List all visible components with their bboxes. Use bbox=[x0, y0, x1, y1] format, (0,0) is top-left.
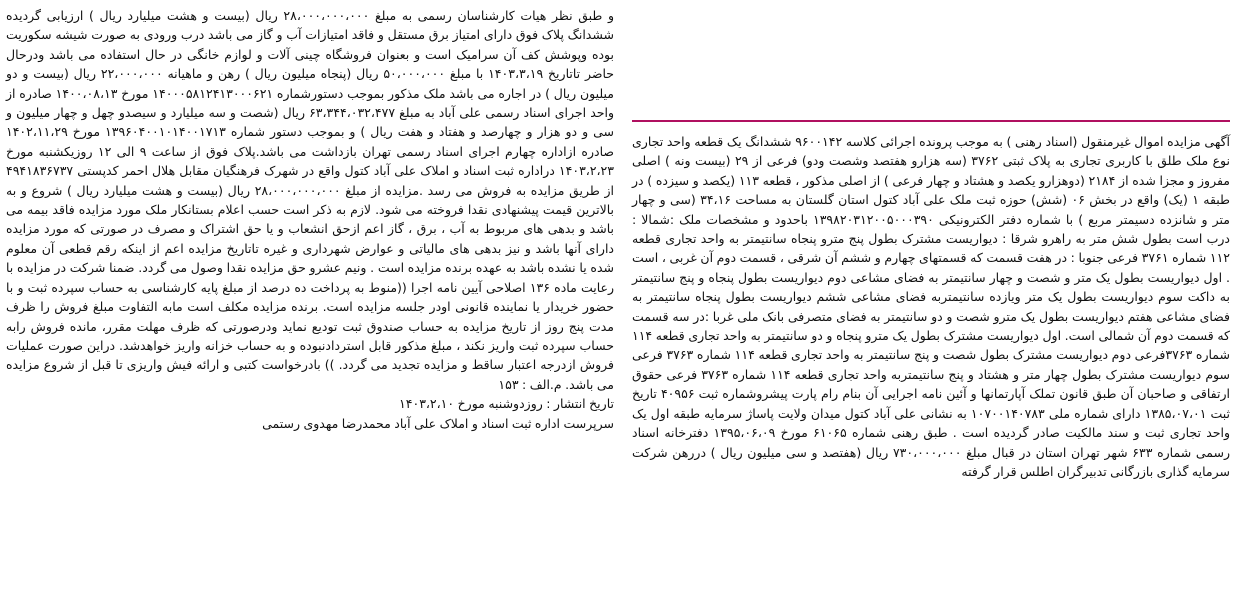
section-divider-line bbox=[632, 120, 1230, 122]
auction-terms-paragraph: و طبق نظر هیات کارشناسان رسمی به مبلغ ۲۸،۰۰۰،۰۰۰،۰۰۰ ریال (بیست و هشت میلیارد ریال ) ارزیابی گردیده ششدانگ پلاک فوق دارای امتیاز برق مستقل و فاقد امتیازات آب و گاز می باشد درب ورودی به صورت شیشه سکوریت بوده وپوشش کف آن سرامیک است و بعنوان فروشگاه چینی آلات و لوازم خانگی در حال استفاده می باشد ودرحال حاضر تاتاریخ ۱۴۰۳،۳،۱۹ با مبلغ ۵۰،۰۰۰،۰۰۰ ریال (پنجاه میلیون ریال ) رهن و ماهیانه ۲۲،۰۰۰،۰۰۰ ریال (بیست و دو میلیون ریال ) در اجاره می باشد ملک مذکور بموجب دستورشماره ۱۴۰۰۰۵۸۱۲۴۱۳۰۰۰۶۲۱ مورخ ۱۴۰۰،۰۸،۱۳ صادره از واحد اجرای اسناد رسمی علی آباد به مبلغ ۶۳،۳۴۴،۰۳۲،۴۷۷ ریال (شصت و سه میلیارد و سیصدو چهل و چهار میلیون و سی و دو هزار و چهارصد و هفتاد و هفت ریال ) و بموجب دستور شماره ۱۳۹۶۰۴۰۰۱۰۱۴۰۰۱۷۱۳ مورخ ۱۴۰۲،۱۱،۲۹ صادره ازاداره چهارم اجرای اسناد رسمی تهران بازداشت می باشد.پلاک فوق از ساعت ۹ الی ۱۲ روزیکشنبه مورخ ۱۴۰۳،۲،۲۳ دراداره ثبت اسناد و املاک علی آباد کتول واقع در شهرک فرهنگیان مقابل هلال احمر کدپستی ۴۹۴۱۸۳۶۷۳۷ از طریق مزایده به فروش می رسد .مزایده از مبلغ ۲۸،۰۰۰،۰۰۰،۰۰۰ ریال (بیست و هشت میلیارد ریال ) شروع و به بالاترین قیمت پیشنهادی نقدا فروخته می شود. لازم به ذکر است حسب اعلام بستانکار ملک مورد مزایده فاقد بیمه می باشد و بدهی های مربوط به آب ، برق ، گاز اعم ازحق انشعاب و یا حق اشتراک و مصرف در صورتی که مورد مزایده دارای آنها باشد و نیز بدهی های مالیاتی و عوارض شهرداری و غیره تاتاریخ مزایده اعم از اینکه رقم قطعی آن معلوم شده یا نشده باشد به عهده برنده مزایده است . ونیم عشرو حق مزایده نقدا وصول می گردد. ضمنا شرکت در مزایده با رعایت ماده ۱۳۶ اصلاحی آیین نامه اجرا ((منوط به پرداخت ده درصد از مبلغ پایه کارشناسی به حساب سپرده ثبت و با حضور خریدار یا نماینده قانونی اودر جلسه مزایده است. برنده مزایده مکلف است مابه التفاوت مبلغ فروش را ظرف مدت پنج روز از تاریخ مزایده به حساب صندوق ثبت تودیع نماید ودرصورتی که ظرف مهلت مقرر، مانده فروش رابه حساب سپرده ثبت واریز نکند ، مبلغ مذکور قابل استردادنبوده و به حساب خزانه واریز خواهدشد. دراین صورت عملیات فروش ازدرجه اعتبار ساقط و مزایده تجدید می گردد. )) بادرخواست کتبی و ارائه فیش واریزی تا قبل از شروع مزایده می باشد. م.الف : ۱۵۳ bbox=[6, 8, 615, 392]
announcement-column-left bbox=[6, 6, 614, 433]
signature-line: سرپرست اداره ثبت اسناد و املاک علی آباد محمدرضا مهدوی رستمی bbox=[262, 415, 614, 431]
auction-notice-paragraph: آگهی مزایده اموال غیرمنقول (اسناد رهنی ) به موجب پرونده اجرائی کلاسه ۹۶۰۰۱۴۲ ششدانگ یک قطعه واحد تجاری نوع ملک طلق با کاربری تجاری به پلاک ثبتی ۳۷۶۲ (سه هزارو هفتصد وشصت ودو) فرعی از ۲۹ (بیست ونه ) اصلی مفروز و مجزا شده از ۲۱۸۴ (دوهزارو یکصد و هشتاد و چهار فرعی ) از اصلی مذکور ، قطعه ۱۱۳ (یکصد و سیزده ) در طبقه ۱ (یک) واقع در بخش ۰۶ (شش) حوزه ثبت ملک علی آباد کتول استان گلستان به مساحت ۳۴،۱۶ (سی و چهار متر و شانزده دسیمتر مربع ) با شماره دفتر الکترونیکی ۱۳۹۸۲۰۳۱۲۰۰۵۰۰۰۳۹۰ باحدود و مشخصات ملک :شمالا : درب است بطول شش متر به راهرو شرقا : دیواریست مشترک بطول پنج مترو پنجاه سانتیمتر به واحد تجاری قطعه ۱۱۲ شماره ۳۷۶۱ فرعی جنوبا : در هفت قسمت که قسمتهای چهارم و ششم آن شرقی ، قسمت دوم آن غربی ، است . اول دیواریست بطول یک متر و شصت و چهار سانتیمتر به فضای مشاعی دوم دیواریست بطول پنجاه و پنج سانتیمتر به داکت سوم دیواریست بطول یک متر ویازده سانتیمتربه فضای مشاعی ششم دیواریست بطول پنجاه سانتیمتر به فضای مشاعی هفتم دیواریست بطول یک مترو شصت و دو سانتیمتر به فضای متصرفی بانک ملی غربا :در سه قسمت که قسمت دوم آن شمالی است. اول دیواریست مشترک بطول یک مترو پنجاه و دو سانتیمتر به واحد تجاری قطعه ۱۱۴ شماره ۳۷۶۳فرعی دوم دیواریست مشترک بطول شصت و پنج سانتیمتر به واحد تجاری قطعه ۱۱۴ شماره ۳۷۶۳ فرعی سوم دیواریست مشترک بطول چهار متر و هشتاد و پنج سانتیمتربه واحد تجاری قطعه ۱۱۴ شماره ۳۷۶۳ فرعی حقوق ارتفاقی و صاحبان آن طبق قانون تملک آپارتمانها و آئین نامه اجرایی آن بنام رام پارت پیشروشماره ثبت ۴۰۹۵۶ تاریخ ثبت ۱۳۸۵،۰۷،۰۱ دارای شماره ملی ۱۰۷۰۰۱۴۰۷۸۳ به نشانی علی آباد کتول میدان ولایت پاساژ سرمایه طبقه اول یک واحد تجاری ثبت و سند مالکیت صادر گردیده است . طبق رهنی شماره ۶۱۰۶۵ مورخ ۱۳۹۵،۰۶،۰۹ دفترخانه اسناد رسمی شماره ۶۳۳ شهر تهران استان در قبال مبلغ ۷۳۰،۰۰۰،۰۰۰ ریال (هفتصد و سی میلیون ریال ) دررهن شرکت سرمایه گذاری بازرگانی تدبیرگران اطلس قرار گرفته bbox=[632, 134, 1231, 479]
publication-date: تاریخ انتشار : روزدوشنبه مورخ ۱۴۰۳،۲،۱۰ bbox=[399, 396, 614, 412]
announcement-column-right bbox=[632, 132, 1230, 481]
